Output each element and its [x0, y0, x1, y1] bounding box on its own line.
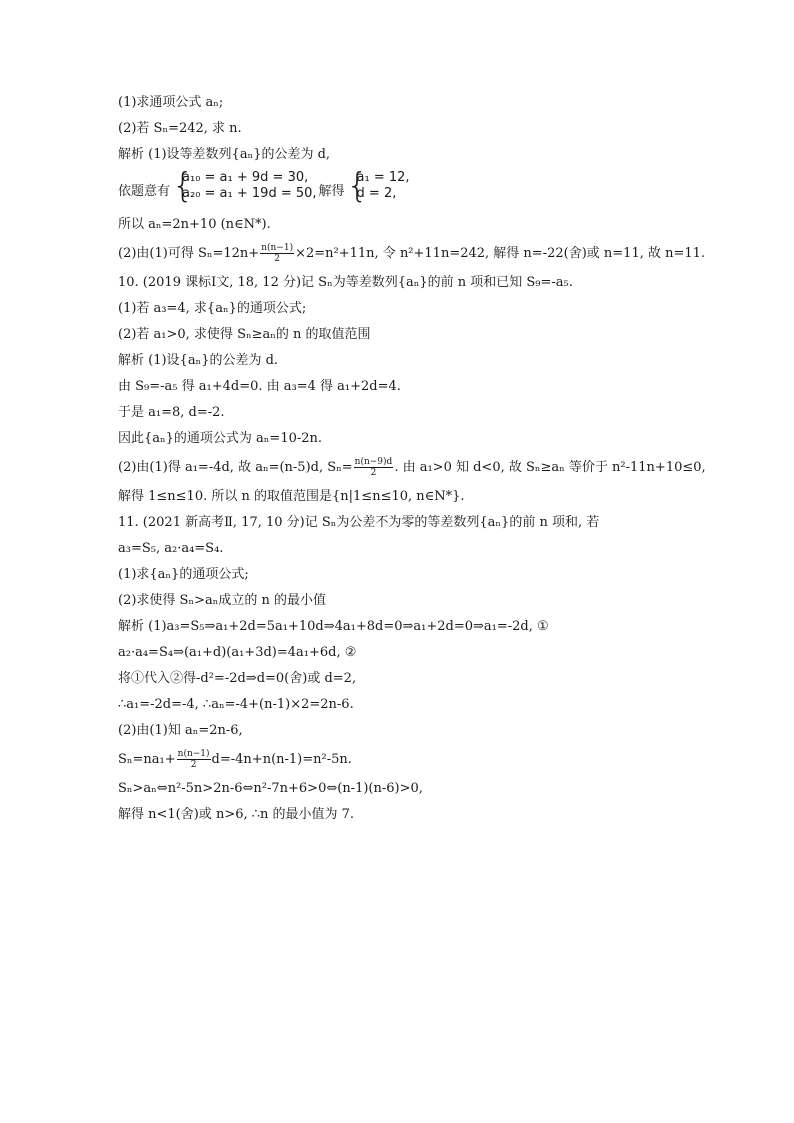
text: 所以 aₙ=2n+10 (n∈N*). [118, 217, 271, 232]
question-part-2 [118, 118, 698, 140]
text: 10. (2019 课标Ⅰ文, 18, 12 分)记 Sₙ为等差数列{aₙ}的前 n 项和已知 S₉=-a₅. [118, 275, 573, 290]
brace: { [172, 166, 194, 206]
text: 因此{aₙ}的通项公式为 aₙ=10-2n. [118, 431, 323, 446]
fraction-numerator: n(n−1) [261, 243, 294, 253]
solution-10-line-2 [118, 376, 698, 398]
text: a₃=S₅, a₂·a₄=S₄. [118, 541, 224, 556]
text: (2)若 a₁>0, 求使得 Sₙ≥aₙ的 n 的取值范围 [118, 327, 371, 342]
text: 11. (2021 新高考Ⅱ, 17, 10 分)记 Sₙ为公差不为零的等差数列{aₙ}的前 n 项和, 若 [118, 515, 600, 530]
solution-10-line-4 [118, 428, 698, 450]
text-pre: (2)由(1)得 a₁=-4d, 故 aₙ=(n-5)d, Sₙ= [118, 460, 353, 475]
result-line [118, 214, 698, 236]
solution-10-line-5 [118, 454, 706, 482]
solution-10-line-1 [118, 350, 698, 372]
text-post: . 由 a₁>0 知 d<0, 故 Sₙ≥aₙ 等价于 n²-11n+10≤0, [394, 460, 706, 475]
brace: { [346, 166, 369, 206]
fraction [177, 749, 211, 770]
text-post: d=-4n+n(n-1)=n²-5n. [211, 752, 352, 767]
equation-system-line [118, 166, 698, 208]
text: (2)若 Sₙ=242, 求 n. [118, 121, 242, 136]
text: (1)若 a₃=4, 求{aₙ}的通项公式; [118, 301, 307, 316]
fraction-denominator: 2 [190, 760, 197, 770]
solution-11-line-1 [118, 616, 698, 638]
solution-row-1: a₁ = 12, [356, 170, 410, 185]
text: (1)求通项公式 aₙ; [118, 95, 224, 110]
fraction [354, 457, 394, 478]
solution-10-line-3 [118, 402, 698, 424]
text: 解析 (1)设等差数列{aₙ}的公差为 d, [118, 147, 331, 162]
solution-system [346, 166, 410, 213]
text-pre: (2)由(1)可得 Sₙ=12n+ [118, 246, 260, 261]
text: (2)求使得 Sₙ>aₙ成立的 n 的最小值 [118, 593, 326, 608]
document-page [118, 92, 706, 830]
system-row-2: a₂₀ = a₁ + 19d = 50, [182, 186, 317, 201]
question-10-part-2 [118, 324, 698, 346]
solution-11-line-6 [118, 746, 698, 774]
text-pre: Sₙ=na₁+ [118, 752, 176, 767]
solution-row-2: d = 2, [356, 186, 397, 201]
solution-11-line-4 [118, 694, 698, 716]
solution-heading [118, 144, 698, 166]
system-prefix: 依题意有 [118, 184, 171, 199]
question-11-title [118, 512, 698, 534]
text: 由 S₉=-a₅ 得 a₁+4d=0. 由 a₃=4 得 a₁+2d=4. [118, 379, 401, 394]
equation-system [172, 166, 317, 213]
fraction-denominator: 2 [370, 468, 377, 478]
question-10-part-1 [118, 298, 698, 320]
solution-10-line-6 [118, 486, 698, 508]
system-mid: 解得 [318, 184, 345, 199]
text: (2)由(1)知 aₙ=2n-6, [118, 723, 243, 738]
solution-11-line-5 [118, 720, 698, 742]
question-part-1 [118, 92, 698, 114]
question-11-part-1 [118, 564, 698, 586]
text: (1)求{aₙ}的通项公式; [118, 567, 249, 582]
part2-solution-line [118, 240, 706, 268]
question-10-title [118, 272, 698, 294]
fraction [260, 243, 294, 264]
text: Sₙ>aₙ⇔n²-5n>2n-6⇔n²-7n+6>0⇔(n-1)(n-6)>0, [118, 781, 423, 796]
text: 解得 n<1(舍)或 n>6, ∴n 的最小值为 7. [118, 807, 355, 822]
text: 于是 a₁=8, d=-2. [118, 405, 225, 420]
solution-11-line-3 [118, 668, 698, 690]
solution-11-line-2 [118, 642, 698, 664]
question-11-part-2 [118, 590, 698, 612]
fraction-numerator: n(n−9)d [354, 457, 393, 467]
text: 解析 (1)设{aₙ}的公差为 d. [118, 353, 279, 368]
fraction-numerator: n(n−1) [177, 749, 210, 759]
text: a₂·a₄=S₄⇒(a₁+d)(a₁+3d)=4a₁+6d, ② [118, 645, 357, 660]
fraction-denominator: 2 [274, 254, 281, 264]
text: 解析 (1)a₃=S₅⇒a₁+2d=5a₁+10d⇒4a₁+8d=0⇒a₁+2d=0⇒a₁=-2d, ① [118, 619, 549, 634]
text: 解得 1≤n≤10. 所以 n 的取值范围是{n|1≤n≤10, n∈N*}. [118, 489, 465, 504]
solution-11-line-8 [118, 804, 698, 826]
text: ∴a₁=-2d=-4, ∴aₙ=-4+(n-1)×2=2n-6. [118, 697, 354, 712]
question-11-condition [118, 538, 698, 560]
solution-11-line-7 [118, 778, 698, 800]
text: 将①代入②得-d²=-2d⇒d=0(舍)或 d=2, [118, 671, 357, 686]
system-row-1: a₁₀ = a₁ + 9d = 30, [182, 170, 309, 185]
text-post: ×2=n²+11n, 令 n²+11n=242, 解得 n=-22(舍)或 n=11, 故 n=11. [295, 246, 706, 261]
